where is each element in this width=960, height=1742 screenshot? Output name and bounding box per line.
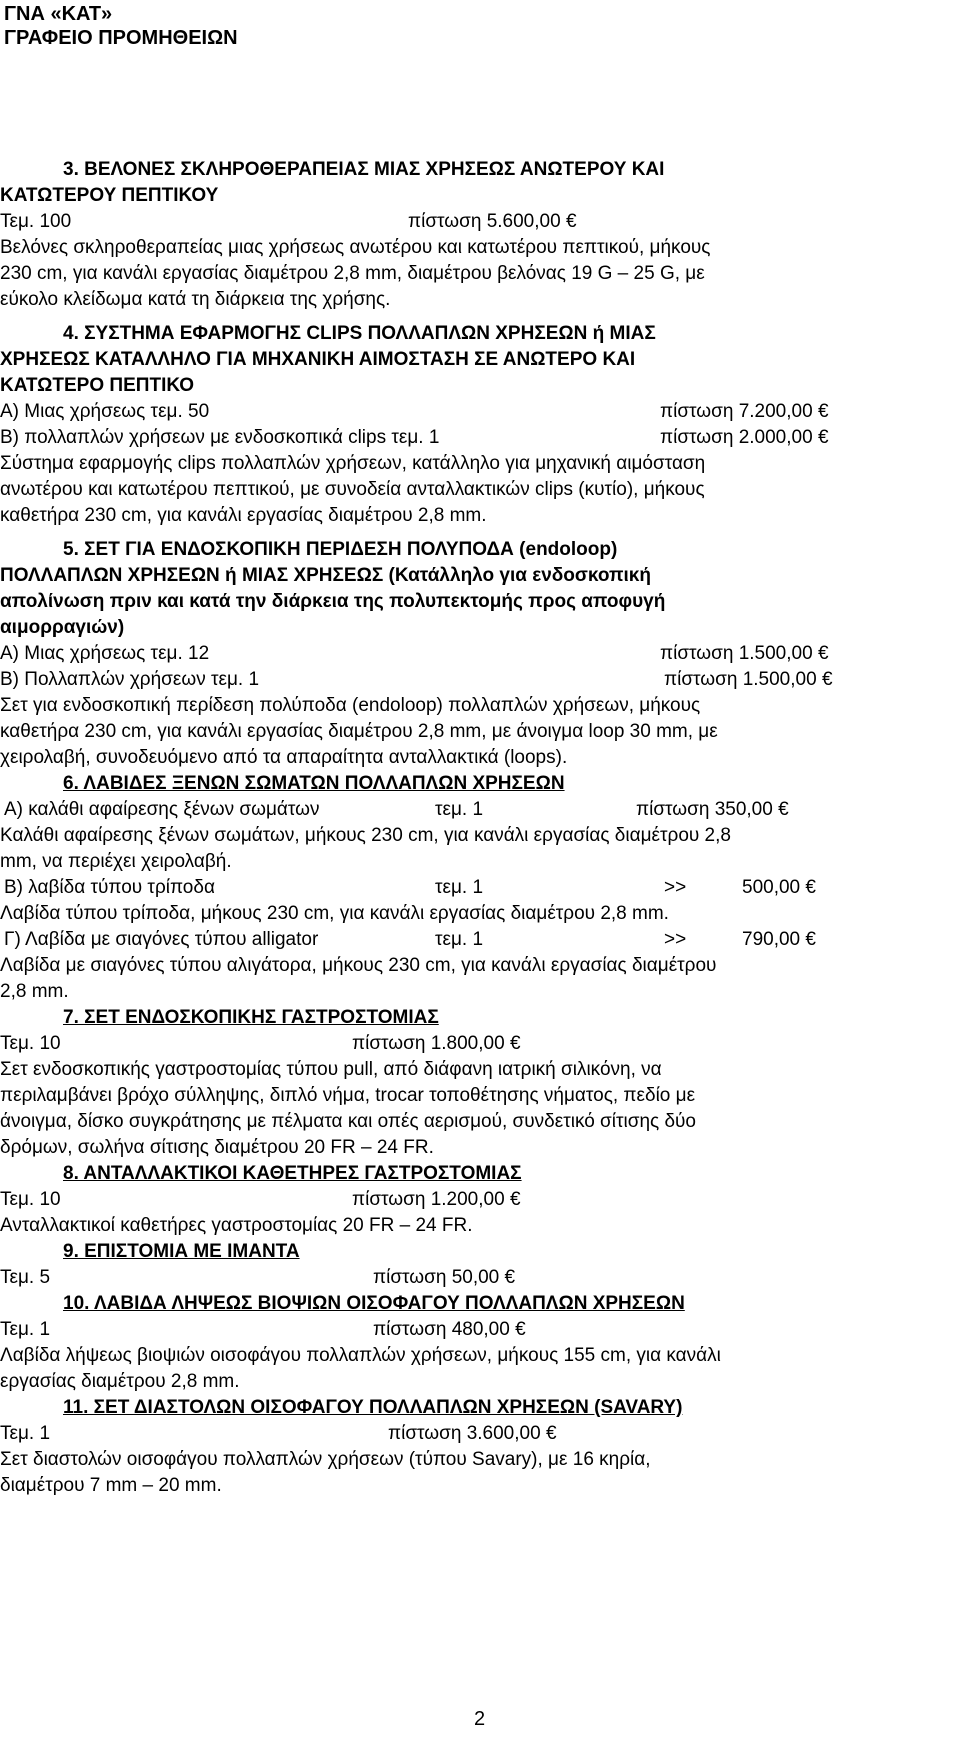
item-line xyxy=(0,667,956,693)
section-5 xyxy=(0,537,956,771)
quantity: Τεμ. 100 xyxy=(0,211,72,232)
section-11 xyxy=(0,1395,956,1499)
section-title: 7. ΣΕΤ ΕΝΔΟΣΚΟΠΙΚΗΣ ΓΑΣΤΡΟΣΤΟΜΙΑΣ xyxy=(63,1007,439,1028)
description-line: 2,8 mm. xyxy=(0,981,69,1002)
description-line: εύκολο κλείδωμα κατά τη διάρκεια της χρήσης. xyxy=(0,289,391,310)
credit: πίστωση 1.200,00 € xyxy=(352,1189,521,1210)
description-line: καθετήρα 230 cm, για κανάλι εργασίας διαμέτρου 2,8 mm, με άνοιγμα loop 30 mm, με xyxy=(0,721,718,742)
section-title: 6. ΛΑΒΙΔΕΣ ΞΕΝΩΝ ΣΩΜΑΤΩΝ ΠΟΛΛΑΠΛΩΝ ΧΡΗΣΕΩΝ xyxy=(63,773,565,794)
credit: πίστωση 7.200,00 € xyxy=(660,401,829,422)
description-line: Λαβίδα με σιαγόνες τύπου αλιγάτορα, μήκους 230 cm, για κανάλι εργασίας διαμέτρου xyxy=(0,955,717,976)
credit: πίστωση 480,00 € xyxy=(373,1319,526,1340)
credit: πίστωση 3.600,00 € xyxy=(388,1423,557,1444)
quantity-line xyxy=(0,1317,956,1343)
ditto-mark: >> xyxy=(664,877,687,898)
item-line xyxy=(0,399,956,425)
section-title: 4. ΣΥΣΤΗΜΑ ΕΦΑΡΜΟΓΗΣ CLIPS ΠΟΛΛΑΠΛΩΝ ΧΡΗΣΕΩΝ ή ΜΙΑΣ xyxy=(63,323,656,344)
quantity-line xyxy=(0,1031,956,1057)
section-10 xyxy=(0,1291,956,1395)
price: 500,00 € xyxy=(742,877,816,898)
section-title: αιμορραγιών) xyxy=(0,617,125,638)
description-line: χειρολαβή, συνοδευόμενο από τα απαραίτητα ανταλλακτικά (loops). xyxy=(0,747,568,768)
header-hospital-name: ΓΝΑ «ΚΑΤ» xyxy=(4,3,113,25)
credit: πίστωση 350,00 € xyxy=(636,799,789,820)
description-line: δρόμων, σωλήνα σίτισης διαμέτρου 20 FR – 24 FR. xyxy=(0,1137,434,1158)
section-title: απολίνωση πριν και κατά την διάρκεια της πολυπεκτομής προς αποφυγή xyxy=(0,591,666,612)
item-line xyxy=(0,875,956,901)
quantity-line xyxy=(0,1265,956,1291)
header-office-name: ΓΡΑΦΕΙΟ ΠΡΟΜΗΘΕΙΩΝ xyxy=(4,27,238,49)
quantity: τεμ. 1 xyxy=(435,799,484,820)
description-line: Σύστημα εφαρμογής clips πολλαπλών χρήσεων, κατάλληλο για μηχανική αιμόσταση xyxy=(0,453,706,474)
section-4 xyxy=(0,321,956,529)
description-line: Λαβίδα λήψεως βιοψιών οισοφάγου πολλαπλών χρήσεων, μήκους 155 cm, για κανάλι xyxy=(0,1345,721,1366)
description-line: 230 cm, για κανάλι εργασίας διαμέτρου 2,8 mm, διαμέτρου βελόνας 19 G – 25 G, με xyxy=(0,263,705,284)
credit: πίστωση 1.500,00 € xyxy=(664,669,833,690)
description-line: Σετ για ενδοσκοπική περίδεση πολύποδα (endoloop) πολλαπλών χρήσεων, μήκους xyxy=(0,695,701,716)
description-line: εργασίας διαμέτρου 2,8 mm. xyxy=(0,1371,240,1392)
section-title: ΧΡΗΣΕΩΣ ΚΑΤΑΛΛΗΛΟ ΓΙΑ ΜΗΧΑΝΙΚΗ ΑΙΜΟΣΤΑΣΗ ΣΕ ΑΝΩΤΕΡΟ ΚΑΙ xyxy=(0,349,636,370)
quantity: Τεμ. 10 xyxy=(0,1189,61,1210)
description-line: Καλάθι αφαίρεσης ξένων σωμάτων, μήκους 230 cm, για κανάλι εργασίας διαμέτρου 2,8 xyxy=(0,825,731,846)
description-line: Σετ διαστολών οισοφάγου πολλαπλών χρήσεων (τύπου Savary), με 16 κηρία, xyxy=(0,1449,651,1470)
credit: πίστωση 50,00 € xyxy=(373,1267,516,1288)
item-line xyxy=(0,797,956,823)
ditto-mark: >> xyxy=(664,929,687,950)
item-line xyxy=(0,641,956,667)
item-label: Β) πολλαπλών χρήσεων με ενδοσκοπικά clips τεμ. 1 xyxy=(0,427,440,448)
credit: πίστωση 2.000,00 € xyxy=(660,427,829,448)
section-title: 9. ΕΠΙΣΤΟΜΙΑ ΜΕ ΙΜΑΝΤΑ xyxy=(63,1241,300,1262)
quantity-line xyxy=(0,1187,956,1213)
document-body xyxy=(0,157,956,1499)
item-label: Α) Μιας χρήσεως τεμ. 50 xyxy=(0,401,210,422)
description-line: καθετήρα 230 cm, για κανάλι εργασίας διαμέτρου 2,8 mm. xyxy=(0,505,487,526)
section-title: ΠΟΛΛΑΠΛΩΝ ΧΡΗΣΕΩΝ ή ΜΙΑΣ ΧΡΗΣΕΩΣ (Κατάλληλο για ενδοσκοπική xyxy=(0,565,651,586)
item-label: Α) Μιας χρήσεως τεμ. 12 xyxy=(0,643,210,664)
description-line: Βελόνες σκληροθεραπείας μιας χρήσεως ανωτέρου και κατωτέρου πεπτικού, μήκους xyxy=(0,237,711,258)
section-title: 5. ΣΕΤ ΓΙΑ ΕΝΔΟΣΚΟΠΙΚΗ ΠΕΡΙΔΕΣΗ ΠΟΛΥΠΟΔΑ (endoloop) xyxy=(63,539,618,560)
section-6 xyxy=(0,771,956,1005)
section-title: ΚΑΤΩΤΕΡΟ ΠΕΠΤΙΚΟ xyxy=(0,375,194,396)
item-label: Γ) Λαβίδα με σιαγόνες τύπου alligator xyxy=(4,929,319,950)
description-line: Ανταλλακτικοί καθετήρες γαστροστομίας 20 FR – 24 FR. xyxy=(0,1215,473,1236)
description-line: Σετ ενδοσκοπικής γαστροστομίας τύπου pull, από διάφανη ιατρική σιλικόνη, να xyxy=(0,1059,662,1080)
quantity: τεμ. 1 xyxy=(435,929,484,950)
section-7 xyxy=(0,1005,956,1161)
item-line xyxy=(0,425,956,451)
description-line: Λαβίδα τύπου τρίποδα, μήκους 230 cm, για κανάλι εργασίας διαμέτρου 2,8 mm. xyxy=(0,903,669,924)
quantity-line xyxy=(0,1421,956,1447)
quantity: τεμ. 1 xyxy=(435,877,484,898)
section-title: 8. ΑΝΤΑΛΛΑΚΤΙΚΟΙ ΚΑΘΕΤΗΡΕΣ ΓΑΣΤΡΟΣΤΟΜΙΑΣ xyxy=(63,1163,522,1184)
description-line: mm, να περιέχει χειρολαβή. xyxy=(0,851,232,872)
credit: πίστωση 1.800,00 € xyxy=(352,1033,521,1054)
section-title: 10. ΛΑΒΙΔΑ ΛΗΨΕΩΣ ΒΙΟΨΙΩΝ ΟΙΣΟΦΑΓΟΥ ΠΟΛΛΑΠΛΩΝ ΧΡΗΣΕΩΝ xyxy=(63,1293,685,1314)
quantity: Τεμ. 1 xyxy=(0,1319,51,1340)
section-title: 3. ΒΕΛΟΝΕΣ ΣΚΛΗΡΟΘΕΡΑΠΕΙΑΣ ΜΙΑΣ ΧΡΗΣΕΩΣ ΑΝΩΤΕΡΟΥ ΚΑΙ xyxy=(63,159,665,180)
description-line: ανωτέρου και κατωτέρου πεπτικού, με συνοδεία ανταλλακτικών clips (κυτίο), μήκους xyxy=(0,479,705,500)
page-number: 2 xyxy=(474,1708,486,1730)
section-title: ΚΑΤΩΤΕΡΟΥ ΠΕΠΤΙΚΟΥ xyxy=(0,185,219,206)
section-9 xyxy=(0,1239,956,1291)
item-label: Β) λαβίδα τύπου τρίποδα xyxy=(4,877,215,898)
item-line xyxy=(0,927,956,953)
section-8 xyxy=(0,1161,956,1239)
quantity: Τεμ. 5 xyxy=(0,1267,51,1288)
price: 790,00 € xyxy=(742,929,816,950)
quantity: Τεμ. 1 xyxy=(0,1423,51,1444)
description-line: περιλαμβάνει βρόχο σύλληψης, διπλό νήμα, trocar τοποθέτησης νήματος, πεδίο με xyxy=(0,1085,696,1106)
item-label: Α) καλάθι αφαίρεσης ξένων σωμάτων xyxy=(4,799,320,820)
credit: πίστωση 5.600,00 € xyxy=(408,211,577,232)
section-3 xyxy=(0,157,956,313)
section-title: 11. ΣΕΤ ΔΙΑΣΤΟΛΩΝ ΟΙΣΟΦΑΓΟΥ ΠΟΛΛΑΠΛΩΝ ΧΡΗΣΕΩΝ (SAVARY) xyxy=(63,1397,683,1418)
quantity-line xyxy=(0,209,956,235)
description-line: άνοιγμα, δίσκο συγκράτησης με πέλματα και οπές αερισμού, συνδετικό σίτισης δύο xyxy=(0,1111,696,1132)
credit: πίστωση 1.500,00 € xyxy=(660,643,829,664)
item-label: Β) Πολλαπλών χρήσεων τεμ. 1 xyxy=(0,669,260,690)
quantity: Τεμ. 10 xyxy=(0,1033,61,1054)
description-line: διαμέτρου 7 mm – 20 mm. xyxy=(0,1475,222,1496)
